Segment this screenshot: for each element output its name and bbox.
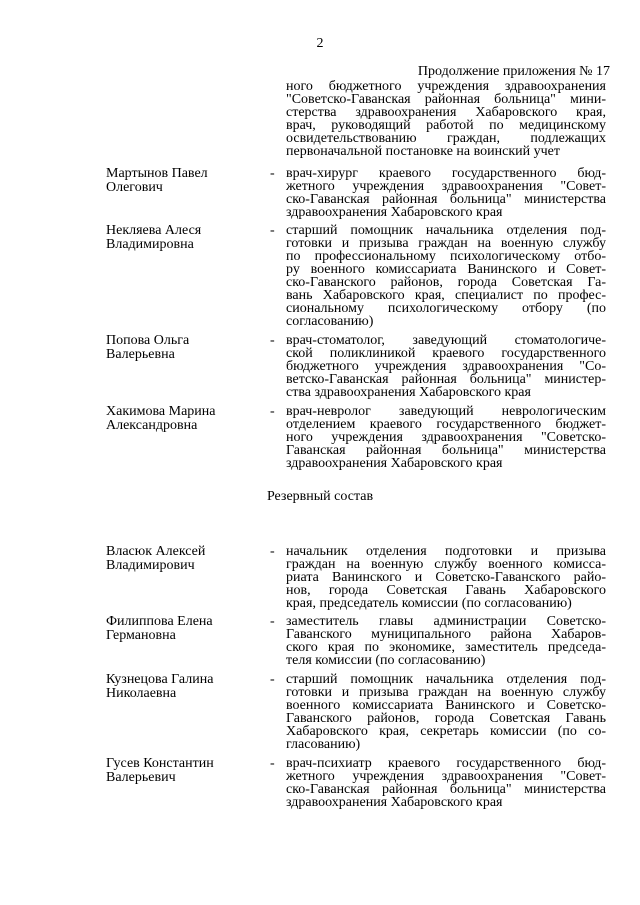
desc-line: ру военного комиссариата Ванинского и Совет- [286,262,606,277]
desc-line: сиональному психологическому отбору (по [286,301,606,316]
desc-line: ско-Гаванская районная больница" министерства [286,192,606,207]
member-name-line: Владимирович [106,558,195,573]
dash: - [270,544,275,559]
desc-line: ского края по экономике, заместитель председа- [286,640,606,655]
dash: - [270,333,275,348]
dash: - [270,756,275,771]
desc-line: военного комиссариата Ванинского и Советско- [286,698,606,713]
member-name [106,757,256,785]
member-name-line: Владимировна [106,237,194,252]
reserve-section-heading: Резервный состав [266,489,374,504]
desc-line: ного учреждения здравоохранения "Советско- [286,430,606,445]
desc-line: старший помощник начальника отделения под- [286,672,606,687]
member-description [286,334,606,399]
member-name [106,405,256,433]
member-name [106,673,256,701]
intro-description [286,80,606,158]
dash: - [270,166,275,181]
desc-line: гласованию) [286,737,361,752]
desc-line: нов, города Советская Гавань Хабаровского [286,583,606,598]
desc-line: здравоохранения Хабаровского края [286,205,503,220]
desc-line: жетного учреждения здравоохранения "Совет- [286,179,606,194]
dash: - [270,223,275,238]
intro-line: "Советско-Гаванская районная больница" мини- [286,92,606,107]
dash: - [270,404,275,419]
member-name-line: Попова Ольга [106,333,190,348]
desc-line: старший помощник начальника отделения под- [286,223,606,238]
desc-line: Хабаровского края, секретарь комиссии (по со- [286,724,606,739]
intro-line: стерства здравоохранения Хабаровского края, [286,105,606,120]
member-name-line: Некляева Алеся [106,223,202,238]
member-name-line: Германовна [106,628,176,643]
member-name-line: Хакимова Марина [106,404,216,419]
page-number: 2 [316,36,324,51]
desc-line: Гаванского районов, города Советская Гавань [286,711,606,726]
member-name-line: Валерьевич [106,770,176,785]
desc-line: Гаванского муниципального района Хабаров- [286,627,606,642]
member-description [286,224,606,328]
member-name [106,224,256,252]
member-name-line: Мартынов Павел [106,166,208,181]
member-description [286,757,606,809]
dash: - [270,614,275,629]
intro-line: освидетельствованию граждан, подлежащих [286,131,606,146]
member-name [106,615,256,643]
member-name-line: Олегович [106,180,163,195]
member-name [106,167,256,195]
intro-line: ного бюджетного учреждения здравоохранения [286,79,606,94]
desc-line: врач-стоматолог, заведующий стоматологиче- [286,333,606,348]
desc-line: начальник отделения подготовки и призыва [286,544,606,559]
member-description [286,545,606,610]
member-name [106,545,256,573]
member-name [106,334,256,362]
desc-line: риата Ванинского и Советско-Гаванского райо- [286,570,606,585]
desc-line: теля комиссии (по согласованию) [286,653,486,668]
desc-line: жетного учреждения здравоохранения "Совет- [286,769,606,784]
continuation-title: Продолжение приложения № 17 [417,64,610,79]
desc-line: по профессиональному психологическому отбо- [286,249,606,264]
desc-line: здравоохранения Хабаровского края [286,456,503,471]
intro-line: первоначальной постановке на воинский учет [286,144,561,159]
member-description [286,673,606,751]
intro-line: врач, руководящий работой по медицинскому [286,118,606,133]
desc-line: врач-психиатр краевого государственного бюд- [286,756,606,771]
dash: - [270,672,275,687]
desc-line: врач-хирург краевого государственного бюд- [286,166,606,181]
desc-line: готовки и призыва граждан на военную службу [286,236,606,251]
desc-line: бюджетного учреждения здравоохранения "Со- [286,359,606,374]
desc-line: ской поликлиникой краевого государственного [286,346,606,361]
member-name-line: Николаевна [106,686,177,701]
desc-line: ветско-Гаванская районная больница" министер- [286,372,606,387]
desc-line: вань Хабаровского края, специалист по профес- [286,288,606,303]
desc-line: готовки и призыва граждан на военную службу [286,685,606,700]
member-description [286,405,606,470]
member-name-line: Власюк Алексей [106,544,206,559]
member-name-line: Кузнецова Галина [106,672,214,687]
desc-line: ско-Гаванская районная больница" министерства [286,782,606,797]
desc-line: заместитель главы администрации Советско- [286,614,606,629]
member-name-line: Валерьевна [106,347,175,362]
desc-line: согласованию) [286,314,374,329]
desc-line: Гаванская районная больница" министерства [286,443,606,458]
member-name-line: Александровна [106,418,198,433]
desc-line: врач-невролог заведующий неврологическим [286,404,606,419]
member-name-line: Филиппова Елена [106,614,213,629]
member-description [286,615,606,667]
desc-line: ско-Гаванского районов, города Советская Га- [286,275,606,290]
desc-line: отделением краевого государственного бюджет- [286,417,606,432]
desc-line: здравоохранения Хабаровского края [286,795,503,810]
desc-line: граждан на военную службу военного комисса- [286,557,606,572]
member-name-line: Гусев Константин [106,756,214,771]
member-description [286,167,606,219]
desc-line: ства здравоохранения Хабаровского края [286,385,531,400]
desc-line: края, председатель комиссии (по согласованию) [286,596,572,611]
